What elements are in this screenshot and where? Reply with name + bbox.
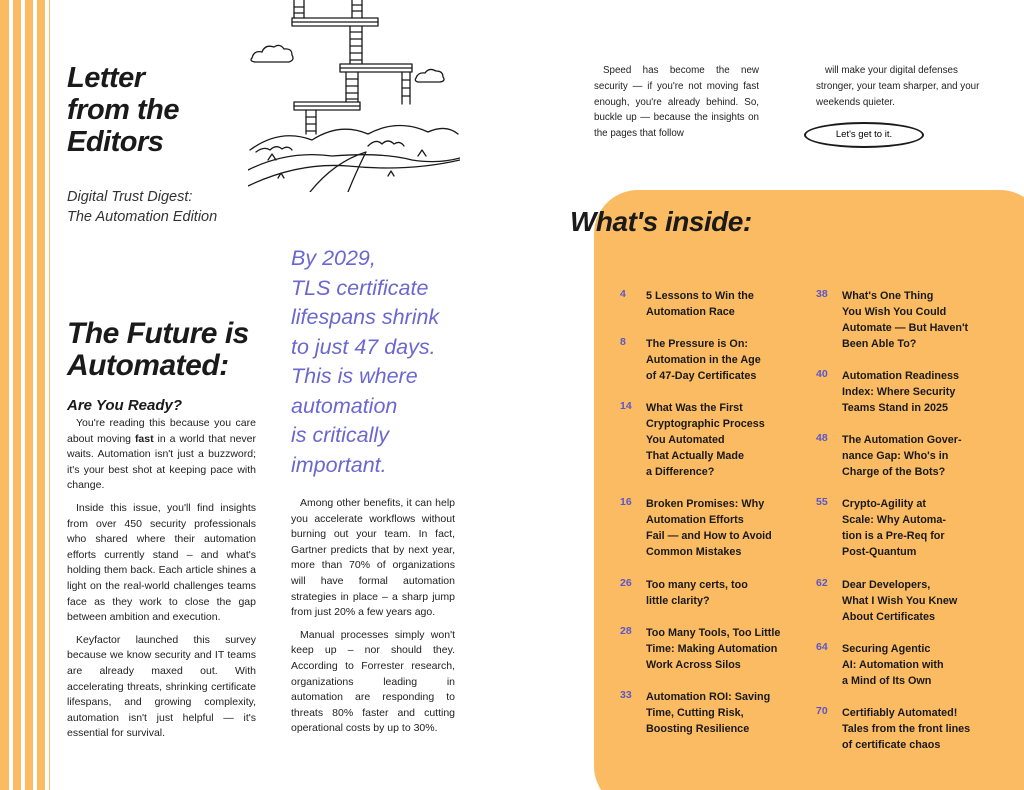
section-title xyxy=(67,318,249,382)
toc-entry-line: Certifiably Automated! xyxy=(842,707,958,719)
subtitle-line: Digital Trust Digest: xyxy=(67,189,193,205)
intro-column-1 xyxy=(594,63,759,149)
toc-entry-line: What's One Thing xyxy=(842,290,934,302)
section-subtitle: Are You Ready? xyxy=(67,397,183,414)
toc-entry-line: Dear Developers, xyxy=(842,579,931,591)
pull-quote xyxy=(291,244,466,480)
pull-quote-line: By 2029, xyxy=(291,246,376,270)
intro-paragraph: will make your digital defenses stronger, your team sharper, and your weekends quieter. xyxy=(816,65,980,108)
stripe xyxy=(21,0,25,790)
toc-page-number: 14 xyxy=(620,400,632,412)
intro-paragraph xyxy=(67,416,256,494)
toc-entry-line: Index: Where Security xyxy=(842,386,956,398)
title-line: Letter xyxy=(67,62,145,94)
toc-entry-line: Common Mistakes xyxy=(646,546,742,558)
toc-entry-line: What Was the First xyxy=(646,402,743,414)
toc-entry-line: The Automation Gover- xyxy=(842,434,962,446)
intro-text: in a world that never waits. Automation isn't just a buzzword; it's your best shot at keeping pace with change. xyxy=(67,432,257,492)
pull-quote-line: TLS certificate xyxy=(291,275,429,300)
toc-page-number: 26 xyxy=(620,577,632,589)
toc-entry-line: Post-Quantum xyxy=(842,546,917,558)
body-paragraph: Manual processes simply won't keep up – nor should they. According to Forrester research, organizations leading in automation are responding to threats 80% faster and cutting operational costs by up to 30%. xyxy=(291,628,455,735)
toc-entry-line: a Mind of Its Own xyxy=(842,675,932,687)
toc-page-number: 38 xyxy=(816,288,828,300)
toc-entry-line: Time, Cutting Risk, xyxy=(646,707,744,719)
toc-entry-line: That Actually Made xyxy=(646,450,744,462)
section-title-line: Automated: xyxy=(67,349,229,382)
pull-quote-line: automation xyxy=(291,393,398,418)
toc-entry-line: Boosting Resilience xyxy=(646,723,750,735)
toc-page-number: 16 xyxy=(620,496,632,508)
toc-page-number: 40 xyxy=(816,368,828,380)
toc-entry-title xyxy=(842,432,992,480)
stripe xyxy=(33,0,37,790)
toc-entry-line: of 47-Day Certificates xyxy=(646,370,757,382)
toc-page-number: 33 xyxy=(620,689,632,701)
stripe xyxy=(9,0,13,790)
toc-page-number: 70 xyxy=(816,705,828,717)
intro-paragraph: Speed has become the new security — if you're not moving fast enough, you're already behind. So, buckle up — because the insights on the pages that follow xyxy=(594,65,759,140)
toc-entry-line: Cryptographic Process xyxy=(646,418,765,430)
toc-entry-line: Crypto-Agility at xyxy=(842,498,926,510)
toc-entry-title xyxy=(842,368,992,416)
toc-entry-line: Charge of the Bots? xyxy=(842,466,946,478)
toc-entry-line: Securing Agentic xyxy=(842,643,931,655)
toc-entry-line: Work Across Silos xyxy=(646,659,741,671)
toc-entry-line: Broken Promises: Why xyxy=(646,498,765,510)
toc-entry-line: Scale: Why Automa- xyxy=(842,514,946,526)
toc-entry-line: The Pressure is On: xyxy=(646,338,749,350)
toc-entry-line: About Certificates xyxy=(842,611,935,623)
toc-entry-title xyxy=(646,577,796,609)
toc-entry-line: You Wish You Could xyxy=(842,306,947,318)
title-line: Editors xyxy=(67,126,164,158)
decorative-stripes xyxy=(0,0,50,790)
toc-entry-line: Automation ROI: Saving xyxy=(646,691,771,703)
publication-subtitle xyxy=(67,187,217,227)
toc-page-number: 55 xyxy=(816,496,828,508)
pull-quote-line: to just 47 days. xyxy=(291,334,436,359)
toc-entry-title xyxy=(842,641,992,689)
toc-entry-line: AI: Automation with xyxy=(842,659,944,671)
pull-quote-line: lifespans shrink xyxy=(291,305,440,329)
toc-entry-title xyxy=(646,625,796,673)
toc-entry-title xyxy=(646,689,796,737)
body-paragraph: Among other benefits, it can help you accelerate workflows without burning out your team. In fact, Gartner predicts that by next year, more than 70% of organizations will have formal automation strategies in place – a sharp jump from just 20% a few years ago. xyxy=(291,497,455,619)
ladder-landscape-illustration xyxy=(248,0,460,192)
toc-entry-line: Automate — But Haven't xyxy=(842,322,969,334)
toc-entry-title xyxy=(646,336,796,384)
toc-entry-line: Fail — and How to Avoid xyxy=(646,530,772,542)
toc-entry-line: You Automated xyxy=(646,434,725,446)
intro-text: You're reading this because you care about moving xyxy=(67,417,256,445)
toc-page-number: 8 xyxy=(620,336,626,348)
toc-entry-line: of certificate chaos xyxy=(842,739,941,751)
toc-entry-title xyxy=(646,496,796,560)
toc-entry-line: Too Many Tools, Too Little xyxy=(646,627,781,639)
toc-title: What's inside: xyxy=(570,206,752,237)
lets-get-to-it-button[interactable]: Let's get to it. xyxy=(804,122,924,148)
section-title-line: The Future is xyxy=(67,317,249,350)
toc-entry-line: Automation Race xyxy=(646,306,735,318)
toc-entry-line: a Difference? xyxy=(646,466,715,478)
toc-page-number: 64 xyxy=(816,641,828,653)
toc-page-number: 28 xyxy=(620,625,632,637)
toc-entry-title xyxy=(842,288,992,352)
toc-entry-title xyxy=(842,496,992,560)
toc-entry-line: Automation in the Age xyxy=(646,354,761,366)
toc-entry-line: 5 Lessons to Win the xyxy=(646,290,754,302)
toc-entry-title xyxy=(646,400,796,480)
toc-entry-line: Automation Readiness xyxy=(842,370,959,382)
toc-page-number: 62 xyxy=(816,577,828,589)
toc-entry-line: nance Gap: Who's in xyxy=(842,450,949,462)
toc-entry-line: little clarity? xyxy=(646,595,710,607)
toc-entry-line: Teams Stand in 2025 xyxy=(842,402,949,414)
body-column-left xyxy=(67,416,256,749)
title-line: from the xyxy=(67,94,179,126)
intro-column-2 xyxy=(816,63,988,117)
toc-entry-line: Too many certs, too xyxy=(646,579,748,591)
pull-quote-line: important. xyxy=(291,452,387,477)
body-column-middle xyxy=(291,496,455,744)
toc-entry-line: Time: Making Automation xyxy=(646,643,778,655)
intro-bold: fast xyxy=(134,432,154,445)
toc-entry-title xyxy=(646,288,796,320)
toc-entry-title xyxy=(842,705,992,753)
body-paragraph: Keyfactor launched this survey because we know security and IT teams are already maxed out. With accelerating threats, shrinking certificate lifespans, and growing complexity, automation isn't just helpful — it's essential for survival. xyxy=(67,633,256,740)
toc-entry-line: Been Able To? xyxy=(842,338,917,350)
toc-entry-line: Tales from the front lines xyxy=(842,723,971,735)
toc-page-number: 4 xyxy=(620,288,626,300)
toc-entry-line: Automation Efforts xyxy=(646,514,744,526)
pull-quote-line: is critically xyxy=(291,423,389,447)
subtitle-line: The Automation Edition xyxy=(67,209,218,225)
toc-page-number: 48 xyxy=(816,432,828,444)
body-paragraph: Inside this issue, you'll find insights from over 450 security professionals who shared where their automation efforts currently stand – and what's holding them back. Each article shines a light on the real-world challenges teams face as they work to close the gap between ambition and execution. xyxy=(67,501,256,624)
toc-entry-line: What I Wish You Knew xyxy=(842,595,958,607)
toc-entry-line: tion is a Pre-Req for xyxy=(842,530,945,542)
stripe xyxy=(45,0,49,790)
letter-title xyxy=(67,62,179,158)
pull-quote-line: This is where xyxy=(291,364,418,388)
toc-entry-title xyxy=(842,577,992,625)
